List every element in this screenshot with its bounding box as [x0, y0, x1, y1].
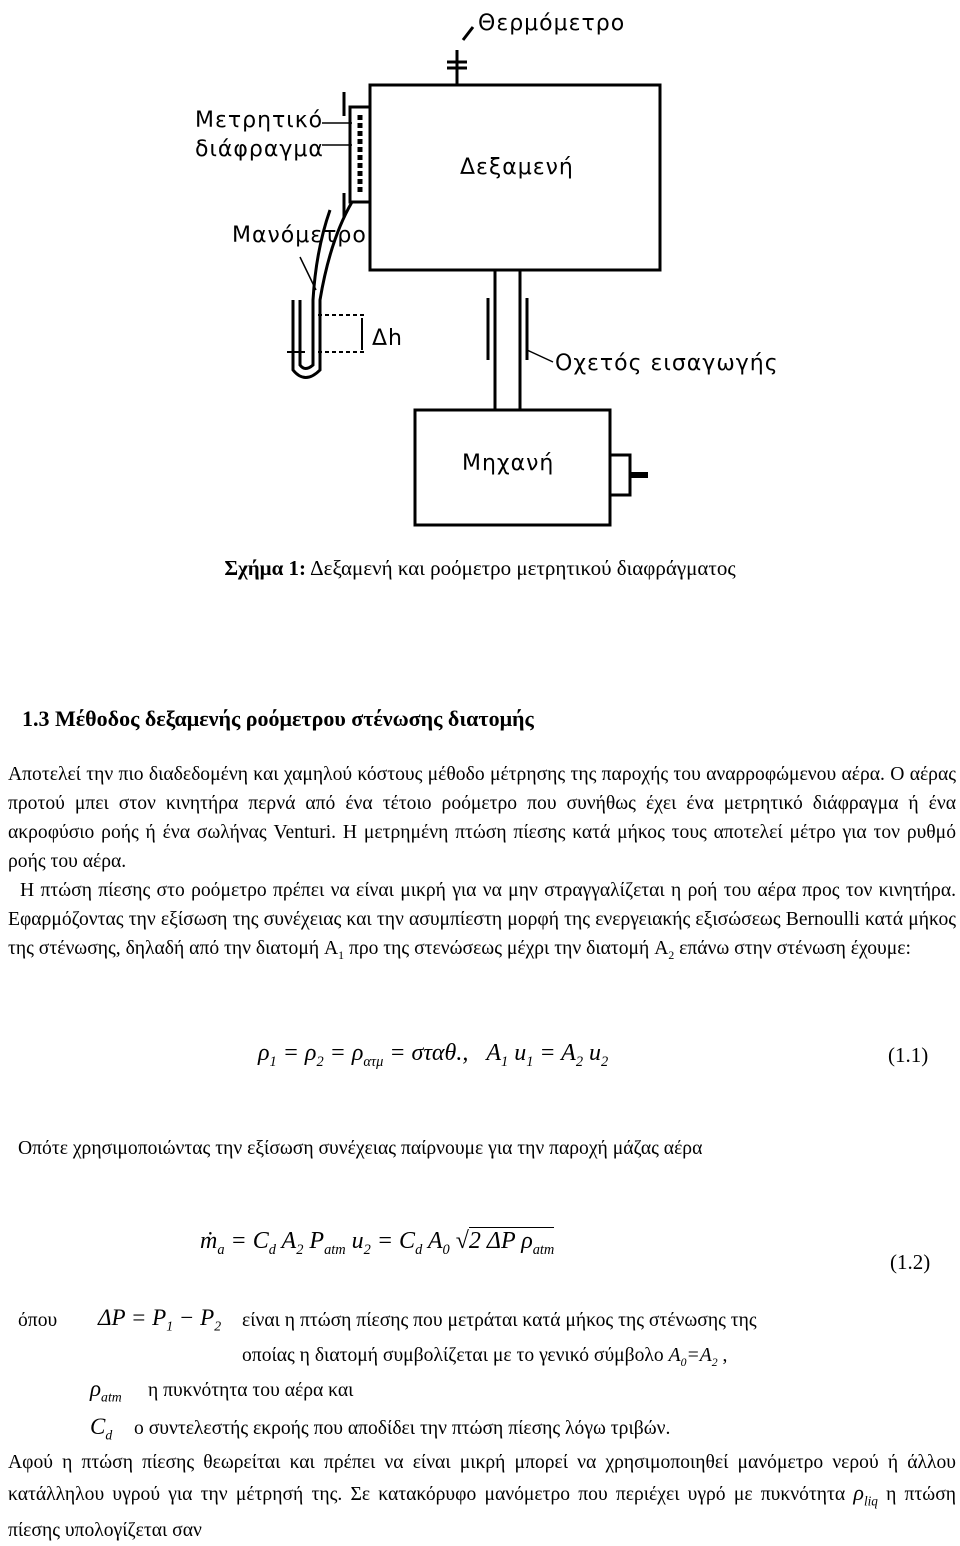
- label-thermometer: Θερμόμετρο: [478, 11, 626, 36]
- label-manometer: Μανόμετρο: [232, 223, 367, 248]
- section-title: 1.3 Μέθοδος δεξαμενής ροόμετρου στένωσης διατομής: [22, 706, 534, 731]
- label-engine: Μηχανή: [462, 451, 555, 476]
- delta-p-description-2: οποίας η διατομή συμβολίζεται με το γενικό σύμβολο $A_0=A_2$ ,: [242, 1345, 728, 1369]
- equation-1-1: $\rho_1 = \rho_2 = \rho_{\alpha\tau\mu} = \sigma\tau\alpha\theta$., $A_1$ $u_1 = A_2$ $u_2$: [258, 1040, 609, 1070]
- label-tank: Δεξαμενή: [460, 155, 574, 180]
- rho-atm-symbol: $\rho_{atm}$: [90, 1376, 122, 1405]
- delta-p-description: είναι η πτώση πίεσης που μετράται κατά μήκος της στένωσης της: [242, 1310, 757, 1331]
- figure-caption: [0, 556, 960, 581]
- rho-atm-description: η πυκνότητα του αέρα και: [148, 1380, 354, 1401]
- paragraph-2-text-c: επάνω στην στένωση έχουμε:: [674, 938, 911, 959]
- delta-p-symbol: $\Delta P = P_1 - P_2$: [98, 1305, 222, 1334]
- equation-1-1-number: (1.1): [888, 1043, 929, 1067]
- cd-description: ο συντελεστής εκροής που αποδίδει την πτώση πίεσης λόγω τριβών.: [134, 1418, 671, 1439]
- paragraph-4: Αφού η πτώση πίεσης θεωρείται και πρέπει να είναι μικρή μπορεί να χρησιμοποιηθεί μανόμετρο νερού ή άλλου κατάλληλου υγρού για την μέτρησή της. Σε κατακόρυφο μανόμετρο που περιέχει υγρό με πυκνότητα $\rho_{liq}$ η πτώση πίεσης υπολογίζεται σαν: [8, 1452, 957, 1542]
- label-dh: Δh: [372, 326, 403, 351]
- caption-text: Δεξαμενή και ροόμετρο μετρητικού διαφράγματος: [306, 556, 736, 580]
- paragraph-2: [8, 876, 956, 970]
- equation-1-2-number: (1.2): [890, 1250, 931, 1274]
- label-diaphragm-1: Μετρητικό: [195, 108, 324, 133]
- paragraph-4-text-b: η πτώση πίεσης υπολογίζεται σαν: [8, 1484, 957, 1542]
- paragraph-2-text-b: προ της στενώσεως μέχρι την διατομή A: [344, 938, 669, 959]
- paragraph-1-text: Αποτελεί την πιο διαδεδομένη και χαμηλού κόστους μέθοδο μέτρησης της παροχής του αναρροφώμενου αέρα. Ο αέρας προτού μπει στον κινητήρα περνά από ένα τέτοιο ροόμετρο που συνήθως έχει ένα μετρητικό διάφραγμα ή ένα ακροφύσιο ροής ή ένα σωλήνας Venturi. Η μετρημένη πτώση πίεσης κατά μήκος τους αποτελεί μέτρο για τον ρυθμό ροής του αέρα.: [8, 764, 956, 872]
- sub-a1: 1: [338, 948, 345, 962]
- equation-1-2: ṁ$_a$ = $C_d$ $A_2$ $P_{atm}$ $u_2 = C_d$ $A_0$ √2 ΔP $\rho_{atm}$: [200, 1228, 555, 1258]
- tank-flowmeter-figure: [0, 0, 960, 540]
- paragraph-1: [8, 760, 956, 876]
- label-inlet: Οχετός εισαγωγής: [555, 351, 779, 376]
- cd-symbol: $C_d$: [90, 1414, 113, 1443]
- paragraph-3: Οπότε χρησιμοποιώντας την εξίσωση συνέχειας παίρνουμε για την παροχή μάζας αέρα: [18, 1138, 703, 1159]
- caption-prefix: Σχήμα 1:: [224, 556, 307, 580]
- where-label: όπου: [18, 1310, 58, 1331]
- label-diaphragm-2: διάφραγμα: [195, 137, 324, 162]
- sub-a2: 2: [668, 948, 675, 962]
- paragraph-4-text-a: Αφού η πτώση πίεσης θεωρείται και πρέπει να είναι μικρή μπορεί να χρησιμοποιηθεί μανόμετρο νερού ή άλλου κατάλληλου υγρού για την μέτρησή της. Σε κατακόρυφο μανόμετρο που περιέχει υγρό με πυκνότητα: [8, 1452, 956, 1505]
- paragraph-2-text-a: Η πτώση πίεσης στο ροόμετρο πρέπει να είναι μικρή για να μην στραγγαλίζεται η ροή του αέρα προς τον κινητήρα. Εφαρμόζοντας την εξίσωση της συνέχειας και την ασυμπίεστη μορφή της ενεργειακής εξισώσεως Bernoulli κατά μήκος της στένωσης, δηλαδή από την διατομή A: [8, 880, 956, 959]
